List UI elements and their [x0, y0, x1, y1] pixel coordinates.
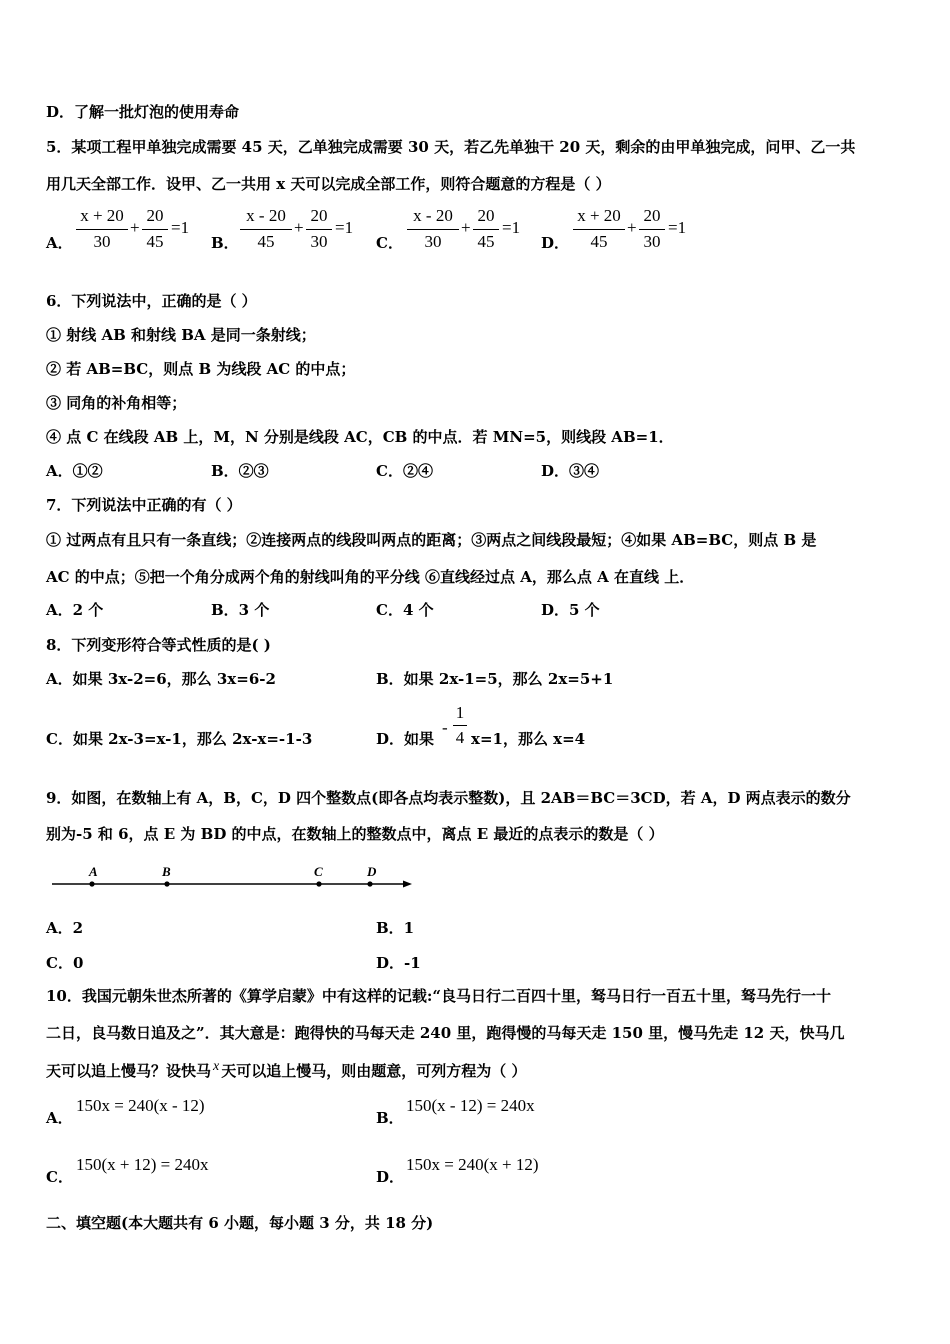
q10-stem-line3	[46, 1061, 526, 1083]
q5-d-fraction1	[573, 206, 625, 256]
number-line-figure	[46, 860, 416, 896]
q4-option-d: D．了解一批灯泡的使用寿命	[46, 103, 240, 121]
q9-option-c: C．0	[46, 954, 84, 972]
q6-statement-1: ① 射线 AB 和射线 BA 是同一条射线；	[46, 326, 316, 344]
q5-d-num2: 20	[643, 206, 661, 225]
q7-option-c: C．4 个	[376, 601, 434, 619]
q8-d-fraction	[453, 703, 467, 749]
q9-option-d: D．-1	[376, 954, 421, 972]
q5-d-num1: x + 20	[577, 206, 621, 225]
section-2-heading: 二、填空题(本大题共有 6 小题，每小题 3 分，共 18 分)	[46, 1214, 434, 1232]
q5-b-fraction1	[240, 206, 292, 256]
q7-option-d: D．5 个	[541, 601, 600, 619]
point-a-label: A	[89, 864, 98, 879]
q7-statements-line1: ① 过两点有且只有一条直线；②连接两点的线段叫两点的距离；③两点之间线段最短；④如果 AB=BC，则点 B 是	[46, 531, 817, 549]
q5-c-rhs: =1	[502, 218, 521, 237]
q5-a-num2: 20	[146, 206, 164, 225]
q10-option-b-label: B．	[376, 1109, 404, 1127]
q5-b-den1: 45	[257, 232, 275, 251]
point-c-label: C	[314, 864, 323, 879]
q5-c-den2: 45	[477, 232, 495, 251]
q5-c-den1: 30	[424, 232, 442, 251]
q6-option-b: B．②③	[211, 462, 269, 480]
q5-c-num2: 20	[477, 206, 495, 225]
q5-a-den1: 30	[93, 232, 111, 251]
q5-a-num1: x + 20	[80, 206, 124, 225]
q10-option-a-equation: 150x = 240(x - 12)	[76, 1096, 205, 1115]
q9-option-a: A．2	[46, 919, 84, 937]
q6-option-d: D．③④	[541, 462, 600, 480]
q5-d-plus: +	[627, 218, 637, 237]
q10-stem-line2: 二日，良马数日追及之”．其大意是：跑得快的马每天走 240 里，跑得慢的马每天走 150 里，慢马先走 12 天，快马几	[46, 1024, 845, 1042]
q5-b-fraction2	[306, 206, 332, 256]
q8-d-den: 4	[455, 728, 465, 747]
q9-option-b: B．1	[376, 919, 415, 937]
q8-d-minus: -	[442, 718, 448, 737]
q5-option-b-label: B．	[211, 234, 239, 252]
q5-option-a-label: A．	[46, 234, 73, 252]
q5-c-fraction1	[407, 206, 459, 256]
number-line-arrow	[403, 881, 412, 888]
q5-a-rhs: =1	[171, 218, 190, 237]
q8-d-num: 1	[455, 703, 465, 722]
q10-option-c-label: C．	[46, 1168, 73, 1186]
q10-line3-part-b: 天可以追上慢马，则由题意，可列方程为（ ）	[221, 1062, 527, 1080]
q8-option-a: A．如果 3x-2=6，那么 3x=6-2	[46, 670, 276, 688]
point-b-dot	[164, 881, 169, 886]
q5-d-den2: 30	[643, 232, 661, 251]
q5-option-c-label: C．	[376, 234, 403, 252]
point-d-label: D	[367, 864, 377, 879]
q7-option-a: A．2 个	[46, 601, 104, 619]
q5-a-plus: +	[130, 218, 140, 237]
q9-stem-line1: 9．如图，在数轴上有 A，B，C，D 四个整数点(即各点均表示整数)，且 2AB＝BC＝3CD，若 A，D 两点表示的数分	[46, 789, 851, 807]
q6-statement-2: ② 若 AB=BC，则点 B 为线段 AC 的中点；	[46, 360, 356, 378]
q10-stem-line1: 10．我国元朝朱世杰所著的《算学启蒙》中有这样的记载:“良马日行二百四十里，驽马日行一百五十里，驽马先行一十	[46, 987, 832, 1005]
q7-stem: 7．下列说法中正确的有（ ）	[46, 496, 242, 514]
q10-option-a-label: A．	[46, 1109, 73, 1127]
q5-d-den1: 45	[590, 232, 608, 251]
q5-c-num1: x - 20	[413, 206, 453, 225]
q8-option-d-suffix: x=1，那么 x=4	[471, 730, 586, 748]
q5-b-rhs: =1	[335, 218, 354, 237]
q9-stem-line2: 别为-5 和 6，点 E 为 BD 的中点，在数轴上的整数点中，离点 E 最近的点表示的数是（ ）	[46, 825, 664, 843]
q5-a-fraction2	[142, 206, 168, 256]
q10-option-d-equation: 150x = 240(x + 12)	[406, 1155, 539, 1174]
q5-c-plus: +	[461, 218, 471, 237]
q5-b-num1: x - 20	[246, 206, 286, 225]
q8-option-d-prefix: D．如果	[376, 730, 435, 748]
q6-statement-4: ④ 点 C 在线段 AB 上，M，N 分别是线段 AC，CB 的中点．若 MN=5，则线段 AB=1．	[46, 428, 674, 446]
q7-option-b: B．3 个	[211, 601, 270, 619]
q5-option-d-label: D．	[541, 234, 570, 252]
q10-option-c-equation: 150(x + 12) = 240x	[76, 1155, 209, 1174]
q5-a-den2: 45	[146, 232, 164, 251]
point-c-dot	[316, 881, 321, 886]
q10-variable-x: x	[213, 1059, 220, 1074]
q5-stem-line1: 5．某项工程甲单独完成需要 45 天，乙单独完成需要 30 天，若乙先单独干 20 天，剩余的由甲单独完成，问甲、乙一共	[46, 138, 856, 156]
q10-option-d-label: D．	[376, 1168, 405, 1186]
q6-option-a: A．①②	[46, 462, 103, 480]
q5-d-fraction2	[639, 206, 665, 256]
point-d-dot	[367, 881, 372, 886]
q5-b-num2: 20	[310, 206, 328, 225]
q6-option-c: C．②④	[376, 462, 433, 480]
q7-statements-line2: AC 的中点；⑤把一个角分成两个角的射线叫角的平分线 ⑥直线经过点 A，那么点 A 在直线 上．	[46, 568, 695, 586]
q5-d-rhs: =1	[668, 218, 687, 237]
q6-statement-3: ③ 同角的补角相等；	[46, 394, 187, 412]
q8-option-c: C．如果 2x-3=x-1，那么 2x-x=-1-3	[46, 730, 313, 748]
q10-line3-part-a: 天可以追上慢马？设快马	[46, 1062, 212, 1080]
q5-a-fraction1	[76, 206, 128, 256]
q8-stem: 8．下列变形符合等式性质的是( )	[46, 636, 271, 654]
q5-b-plus: +	[294, 218, 304, 237]
point-b-label: B	[162, 864, 171, 879]
q8-option-b: B．如果 2x-1=5，那么 2x=5+1	[376, 670, 614, 688]
q5-c-fraction2	[473, 206, 499, 256]
q5-stem-line2: 用几天全部工作．设甲、乙一共用 x 天可以完成全部工作，则符合题意的方程是（ ）	[46, 175, 611, 193]
q10-option-b-equation: 150(x - 12) = 240x	[406, 1096, 535, 1115]
q5-b-den2: 30	[310, 232, 328, 251]
q6-stem: 6．下列说法中，正确的是（ ）	[46, 292, 257, 310]
point-a-dot	[89, 881, 94, 886]
